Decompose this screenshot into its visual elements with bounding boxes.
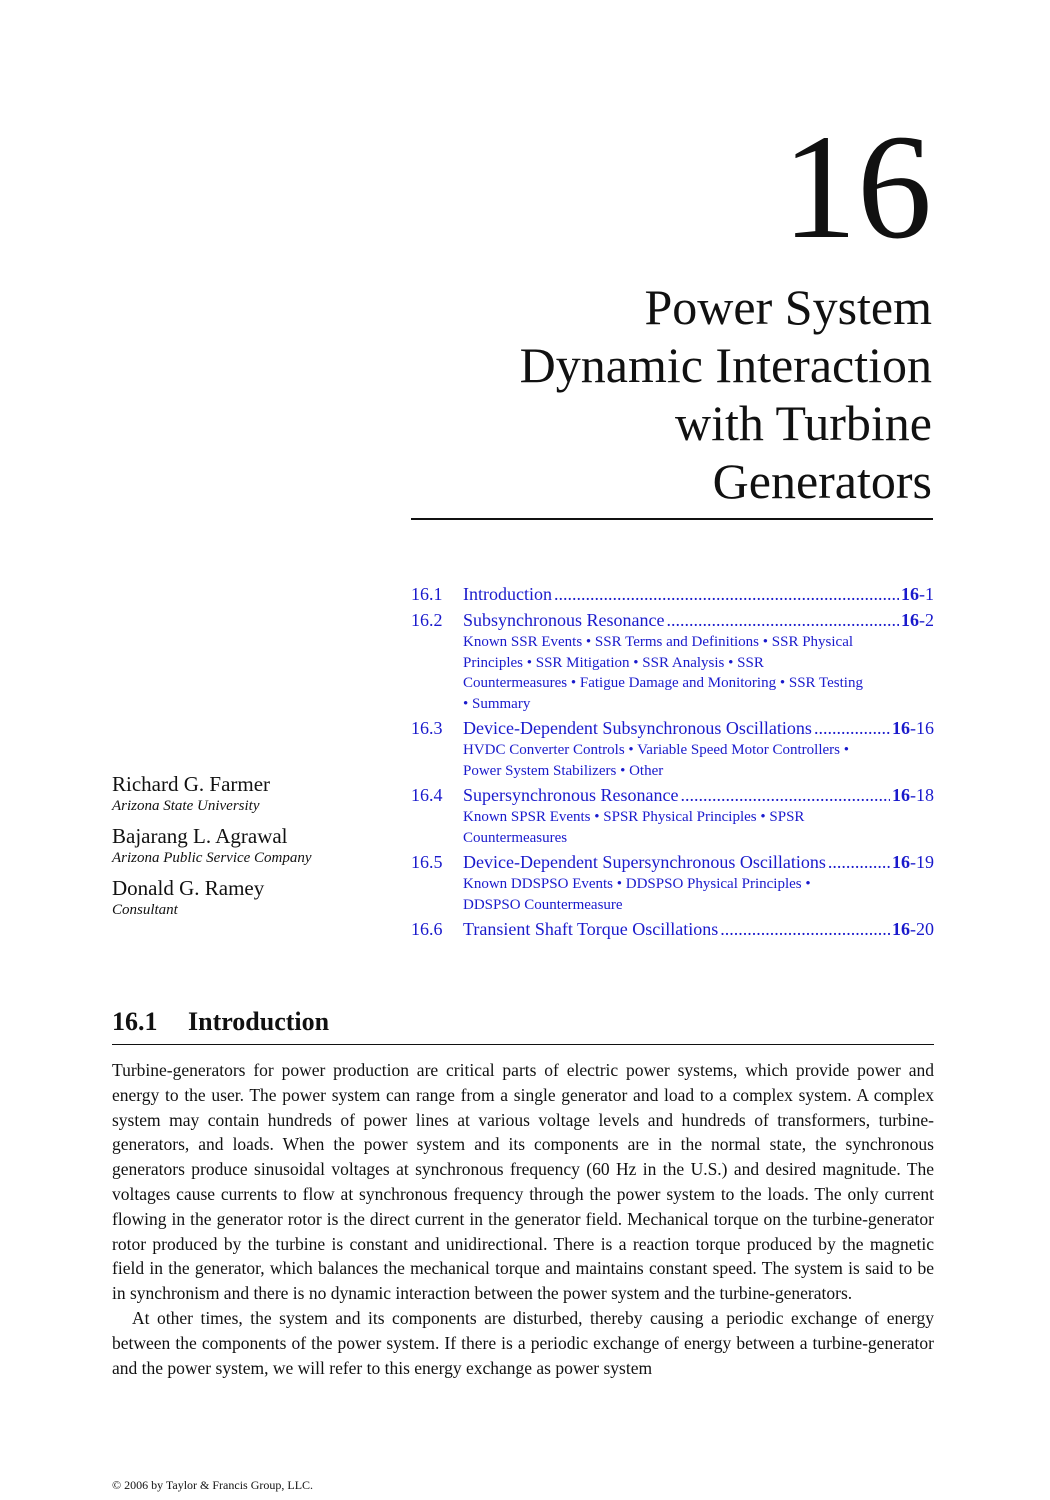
- author: [112, 823, 402, 867]
- toc-title-link[interactable]: Transient Shaft Torque Oscillations: [463, 919, 719, 939]
- toc-title-link[interactable]: Subsynchronous Resonance: [463, 610, 665, 630]
- toc-subtopics[interactable]: Known SSR Events • SSR Terms and Definitions • SSR Physical Principles • SSR Mitigation • SSR Analysis • SSR Countermeasures • Fatigue Damage and Monitoring • SSR Testing • Summary: [463, 634, 863, 712]
- toc-entry[interactable]: [411, 783, 934, 848]
- chapter-number: 16: [782, 104, 932, 270]
- toc-subtopics[interactable]: HVDC Converter Controls • Variable Speed Motor Controllers • Power System Stabilizers • Other: [463, 742, 850, 779]
- toc-number: 16.4: [411, 785, 443, 805]
- toc-page-link[interactable]: [892, 716, 934, 740]
- toc-number: 16.6: [411, 919, 443, 939]
- toc-entry[interactable]: [411, 850, 934, 915]
- toc-subtopics[interactable]: Known SPSR Events • SPSR Physical Principles • SPSR Countermeasures: [463, 809, 805, 846]
- toc-line: [411, 608, 934, 632]
- toc-page-chapter: 16: [892, 718, 910, 738]
- toc-page-number: -1: [919, 584, 934, 604]
- copyright-footer: © 2006 by Taylor & Francis Group, LLC.: [112, 1478, 314, 1492]
- chapter-title-line: Dynamic Interaction: [519, 337, 932, 393]
- toc-title-link[interactable]: Supersynchronous Resonance: [463, 785, 679, 805]
- toc-page-link[interactable]: [901, 608, 934, 632]
- toc-title-link[interactable]: Device-Dependent Supersynchronous Oscillations: [463, 852, 826, 872]
- author-affiliation: Arizona Public Service Company: [112, 850, 312, 866]
- toc-page-link[interactable]: [901, 582, 934, 606]
- toc-entry[interactable]: [411, 608, 934, 714]
- table-of-contents: [411, 582, 934, 943]
- toc-entry[interactable]: [411, 917, 934, 941]
- paragraph: At other times, the system and its components are disturbed, thereby causing a periodic exchange of energy between the components of the power system. If there is a periodic exchange of energy between a turbine-generator and the power system, we will refer to this energy exchange as power system: [112, 1307, 934, 1378]
- toc-page-chapter: 16: [892, 919, 910, 939]
- toc-leader-dots: [680, 783, 890, 807]
- author-affiliation: Consultant: [112, 902, 178, 918]
- toc-line: [411, 783, 934, 807]
- toc-page-chapter: 16: [901, 610, 919, 630]
- toc-title-link[interactable]: Device-Dependent Subsynchronous Oscillations: [463, 718, 812, 738]
- section-number: 16.1: [112, 1007, 158, 1036]
- author-affiliation: Arizona State University: [112, 798, 260, 814]
- body-text: [112, 1058, 934, 1380]
- title-rule: [411, 518, 933, 520]
- toc-number: 16.2: [411, 610, 443, 630]
- toc-subtopics[interactable]: Known DDSPSO Events • DDSPSO Physical Principles • DDSPSO Countermeasure: [463, 876, 811, 913]
- paragraph: Turbine-generators for power production are critical parts of electric power systems, which provide power and energy to the user. The power system can range from a single generator and load to a complex system. A complex system may contain hundreds of power lines at various voltage levels and hundreds of transformers, turbine-generators, and loads. When the power system and its components are in the normal state, the synchronous generators produce sinusoidal voltages at synchronous frequency (60 Hz in the U.S.) and desired magnitude. The voltages cause currents to flow at synchronous frequency through the power system to the loads. The only current flowing in the generator rotor is the direct current in the generator field. Mechanical torque on the turbine-generator rotor produced by the turbine is constant and unidirectional. There is a reaction torque produced by the magnetic field in the generator, which balances the mechanical torque and maintains constant speed. The system is said to be in synchronism and there is no dynamic interaction between the power system and the turbine-generators.: [112, 1060, 934, 1304]
- chapter-title-line: Generators: [712, 453, 932, 509]
- toc-page-link[interactable]: [892, 850, 934, 874]
- toc-page-chapter: 16: [892, 852, 910, 872]
- toc-line: [411, 582, 934, 606]
- chapter-title-line: Power System: [644, 279, 932, 335]
- author-name: Bajarang L. Agrawal: [112, 824, 288, 848]
- toc-page-chapter: 16: [901, 584, 919, 604]
- author: [112, 771, 402, 815]
- toc-page-link[interactable]: [892, 783, 934, 807]
- author-name: Donald G. Ramey: [112, 876, 265, 900]
- section-heading: [112, 1006, 934, 1045]
- toc-line: [411, 716, 934, 740]
- toc-leader-dots: [554, 582, 899, 606]
- authors: [112, 771, 402, 927]
- toc-page-number: -18: [910, 785, 934, 805]
- toc-page-number: -19: [910, 852, 934, 872]
- toc-number: 16.3: [411, 718, 443, 738]
- toc-line: [411, 917, 934, 941]
- toc-entry[interactable]: [411, 716, 934, 781]
- toc-page-link[interactable]: [892, 917, 934, 941]
- section-title: Introduction: [188, 1007, 330, 1036]
- toc-leader-dots: [828, 850, 890, 874]
- toc-leader-dots: [814, 716, 890, 740]
- toc-page-number: -2: [919, 610, 934, 630]
- toc-line: [411, 850, 934, 874]
- chapter-title-line: with Turbine: [674, 395, 932, 451]
- toc-entry[interactable]: [411, 582, 934, 606]
- toc-page-number: -16: [910, 718, 934, 738]
- toc-number: 16.5: [411, 852, 443, 872]
- toc-number: 16.1: [411, 584, 443, 604]
- toc-page-number: -20: [910, 919, 934, 939]
- toc-title-link[interactable]: Introduction: [463, 584, 552, 604]
- author-name: Richard G. Farmer: [112, 772, 271, 796]
- toc-leader-dots: [666, 608, 899, 632]
- toc-leader-dots: [720, 917, 890, 941]
- author: [112, 875, 402, 919]
- toc-page-chapter: 16: [892, 785, 910, 805]
- chapter-title: [372, 278, 932, 510]
